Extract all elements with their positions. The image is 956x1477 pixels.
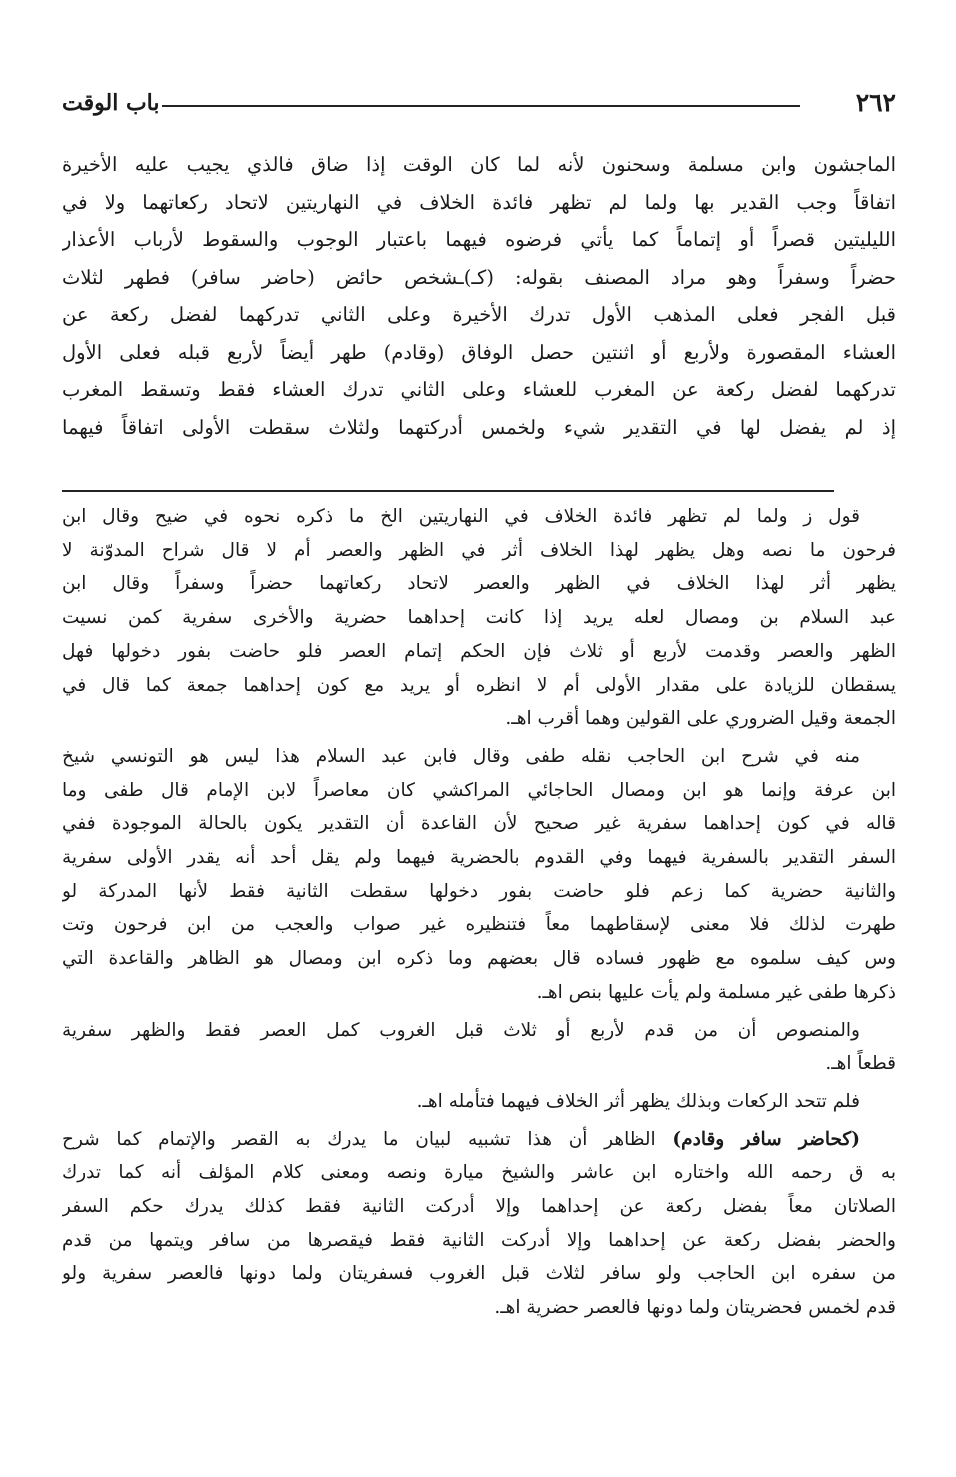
footnote-line: الصلاتان معاً بفضل ركعة عن إحداهما وإلا أدركت الثانية فقط كذلك يدرك حكم السفر [62,1196,896,1218]
main-line: اتفاقاً وجب القدير بها ولما لم تظهر فائدة الخلاف في النهاريتين لاتحاد ركعاتهما ولا في [62,190,896,214]
footnote-line: طهرت لذلك فلا معنى لإسقاطهما معاً فتنظيره غير صواب والعجب من ابن فرحون وتت [62,914,896,936]
footnote-line: عبد السلام بن ومصال لعله يريد إذا كانت إحداهما حضرية والأخرى سفرية كمن نسيت [62,607,896,629]
footnotes [62,500,896,1329]
header-rule [162,105,800,107]
footnote-paragraph [62,1085,896,1119]
footnote-line: يسقطان للزيادة على مقدار الأولى أم لا انظره أو يريد مع كون إحداهما جمعة كما قال في [62,674,896,696]
chapter-title: باب الوقت [62,90,160,116]
main-line: الماجشون وابن مسلمة وسحنون لأنه لما كان الوقت إذا ضاق فالذي يجيب عليه الأخيرة [62,153,896,176]
footnote-line: ذكرها طفى غير مسلمة ولم يأت عليها بنص اهـ. [536,981,896,1003]
footnote-line: وس كيف سلموه مع ظهور فساده قال بعضهم وما ذكره ابن ومصال هو الظاهر والقاعدة التي [62,948,896,970]
footnote-lead-text: الظاهر أن هذا تشبيه لبيان ما يدرك به القصر والإتمام كما شرح [62,1128,656,1150]
main-line: الليليتين قصراً أو إتماماً كما يأتي فرضوه فيهما باعتبار الوجوب والسقوط لأرباب الأعذار [62,228,896,251]
main-line: حضراً وسفراً وهو مراد المصنف بقوله: (كـ)ـشخص حائض (حاضر سافر) فطهر لثلاث [62,265,896,289]
footnote-line: يظهر أثر لهذا الخلاف في الظهر والعصر لاتحاد ركعاتهما حضراً وسفراً وقال ابن [62,573,896,595]
footnote-line: قطعاً اهـ. [825,1053,896,1075]
footnote-line: من سفره ابن الحاجب ولو سافر لثلاث قبل الغروب فسفريتان ولما دونها فالعصر سفرية ولو [62,1263,896,1285]
main-line: قبل الفجر فعلى المذهب الأول تدرك الأخيرة وعلى الثاني تدركهما لفضل ركعة عن [62,303,896,326]
page-header [62,86,896,120]
footnote-line: قدم لخمس فحضريتان ولما دونها فالعصر حضرية اهـ. [494,1297,896,1319]
page-number: ٢٦٢ [855,88,896,117]
footnote-line: والثانية حضرية كما زعم فلو حاضت بفور دخولها سقطت الثانية فقط لأنها المدركة لو [62,880,896,902]
footnote-line: والمنصوص أن من قدم لأربع أو ثلاث قبل الغروب كمل العصر فقط والظهر سفرية [62,1019,860,1041]
footnote-paragraph [62,1123,896,1325]
footnote-line: به ق رحمه الله واختاره ابن عاشر والشيخ ميارة ونصه ومعنى كلام المؤلف أنه كما تدرك [62,1162,896,1184]
footnote-line: ابن عرفة وإنما هو ابن ومصال الحاجائي المراكشي كان معاصراً لابن الإمام قال طفى وما [62,779,896,801]
footnote-line: السفر التقدير بالسفرية فيهما وفي القدوم بالحضرية فيهما ولم يقل أحد أنه يقدر الأولى سفرية [62,847,896,869]
footnote-line: الظهر والعصر وقدمت لأربع أو ثلاث فإن الحكم إتمام العصر فلو حاضت بفور دخولها فهل [62,640,896,662]
footnote-paragraph [62,740,896,1010]
footnote-line: والحضر بفضل ركعة عن إحداهما وإلا أدركت الثانية فقط فيقصرها من سافر ويتمها من قدم [62,1229,896,1251]
main-line: العشاء المقصورة ولأربع أو اثنتين حصل الوفاق (وقادم) طهر أيضاً لأربع قبله فعلى الأول [62,340,896,364]
footnote-paragraph [62,1014,896,1081]
footnote-line: الجمعة وقيل الضروري على القولين وهما أقرب اهـ. [505,708,896,730]
footnote-line: منه في شرح ابن الحاجب نقله طفى وقال فابن عبد السلام هذا ليس هو التونسي شيخ [62,745,860,767]
main-line: تدركهما لفضل ركعة عن المغرب للعشاء وعلى الثاني تدرك العشاء فقط وتسقط المغرب [62,378,896,401]
footnote-line: قاله في كون إحداهما سفرية غير صحيح لأن القاعدة أن التقدير يكون بالحالة الموجودة ففي [62,813,896,835]
footnote-paragraph [62,500,896,736]
footnote-line [62,1123,896,1157]
footnote-line: قول ز ولما لم تظهر فائدة الخلاف في النهاريتين الخ ما ذكره نحوه في ضيح وقال ابن [62,506,860,527]
footnote-lead-bold: (كحاضر سافر وقادم) [672,1128,860,1150]
footnote-line: فرحون ما نصه وهل يظهر لهذا الخلاف أثر في الظهر والعصر أم لا قال شراح المدوّنة لا [62,539,896,561]
main-text [62,146,896,446]
main-line: إذ لم يفضل لها في التقدير شيء ولخمس أدركتهما ولثلاث سقطت الأولى اتفاقاً فيهما [62,415,896,439]
footnote-line: فلم تتحد الركعات وبذلك يظهر أثر الخلاف فيهما فتأمله اهـ. [416,1090,860,1112]
footnote-divider [62,490,834,492]
